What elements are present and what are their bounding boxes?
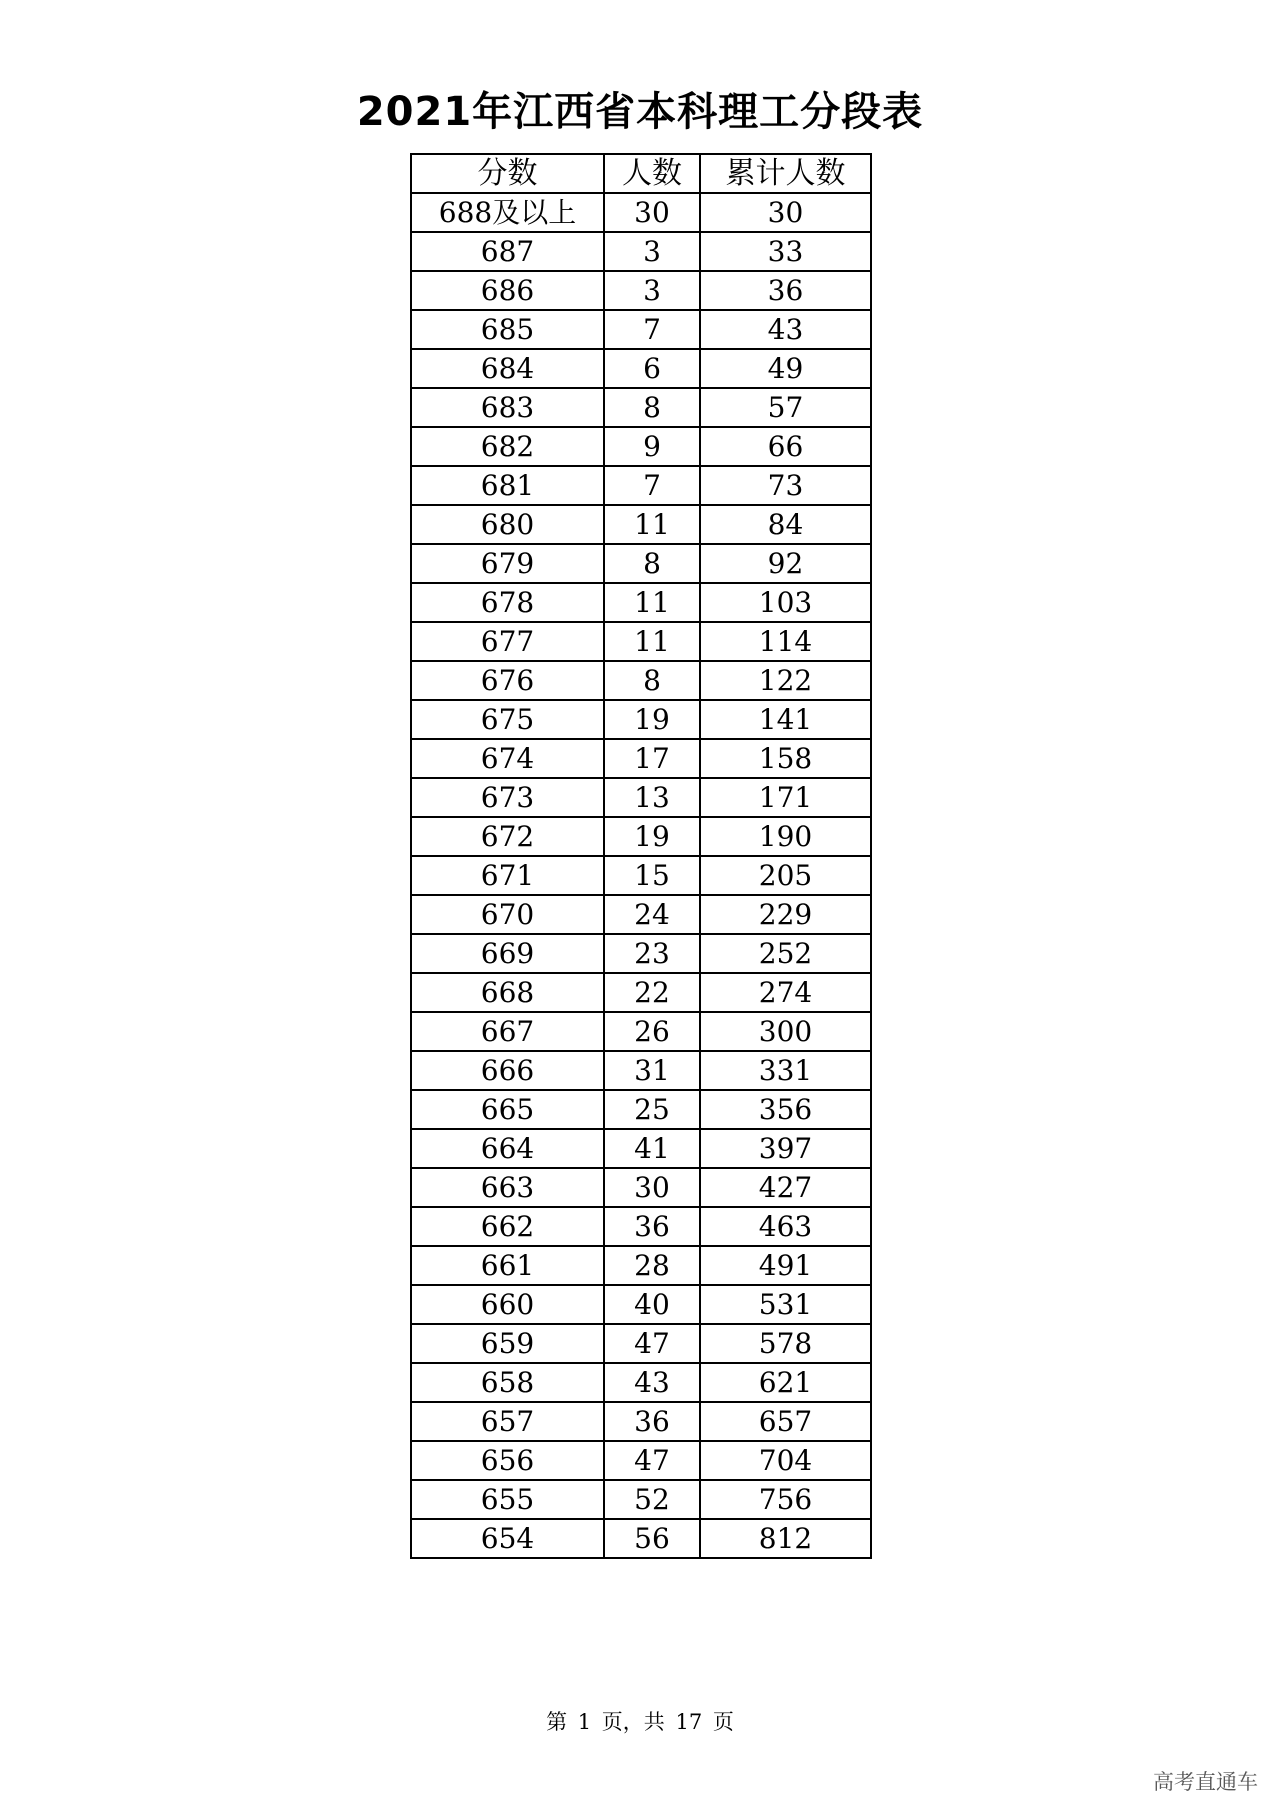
cell-cumulative: 657 (700, 1402, 871, 1441)
cell-cumulative: 49 (700, 349, 871, 388)
cell-count: 7 (604, 310, 700, 349)
cell-count: 9 (604, 427, 700, 466)
cell-score: 672 (411, 817, 604, 856)
table-row (411, 622, 871, 661)
table-row (411, 427, 871, 466)
table-body (411, 193, 871, 1558)
cell-score: 687 (411, 232, 604, 271)
cell-score: 677 (411, 622, 604, 661)
cell-score: 678 (411, 583, 604, 622)
cell-cumulative: 205 (700, 856, 871, 895)
cell-count: 28 (604, 1246, 700, 1285)
cell-count: 13 (604, 778, 700, 817)
cell-count: 3 (604, 271, 700, 310)
cell-count: 8 (604, 661, 700, 700)
cell-cumulative: 300 (700, 1012, 871, 1051)
cell-count: 22 (604, 973, 700, 1012)
table-row (411, 934, 871, 973)
cell-score: 664 (411, 1129, 604, 1168)
cell-score: 679 (411, 544, 604, 583)
table-row (411, 1246, 871, 1285)
table-row (411, 1363, 871, 1402)
cell-count: 25 (604, 1090, 700, 1129)
cell-count: 15 (604, 856, 700, 895)
table-row (411, 700, 871, 739)
cell-score: 670 (411, 895, 604, 934)
cell-cumulative: 621 (700, 1363, 871, 1402)
cell-count: 7 (604, 466, 700, 505)
cell-cumulative: 427 (700, 1168, 871, 1207)
cell-count: 17 (604, 739, 700, 778)
cell-cumulative: 229 (700, 895, 871, 934)
cell-count: 24 (604, 895, 700, 934)
cell-count: 11 (604, 583, 700, 622)
table-header-row (411, 154, 871, 193)
cell-count: 31 (604, 1051, 700, 1090)
cell-cumulative: 171 (700, 778, 871, 817)
cell-count: 8 (604, 388, 700, 427)
cell-score: 681 (411, 466, 604, 505)
cell-count: 19 (604, 700, 700, 739)
cell-count: 52 (604, 1480, 700, 1519)
cell-cumulative: 36 (700, 271, 871, 310)
cell-score: 682 (411, 427, 604, 466)
table-row (411, 505, 871, 544)
cell-count: 41 (604, 1129, 700, 1168)
cell-score: 674 (411, 739, 604, 778)
cell-cumulative: 704 (700, 1441, 871, 1480)
cell-score: 676 (411, 661, 604, 700)
table-row (411, 1480, 871, 1519)
table-row (411, 1519, 871, 1558)
cell-count: 30 (604, 193, 700, 232)
cell-cumulative: 252 (700, 934, 871, 973)
cell-count: 19 (604, 817, 700, 856)
cell-count: 47 (604, 1441, 700, 1480)
cell-cumulative: 158 (700, 739, 871, 778)
page-footer: 第 1 页，共 17 页 (546, 1710, 734, 1734)
cell-cumulative: 141 (700, 700, 871, 739)
cell-score: 656 (411, 1441, 604, 1480)
cell-cumulative: 190 (700, 817, 871, 856)
cell-count: 40 (604, 1285, 700, 1324)
table-row (411, 349, 871, 388)
table-row (411, 1090, 871, 1129)
cell-cumulative: 463 (700, 1207, 871, 1246)
cell-cumulative: 578 (700, 1324, 871, 1363)
table-row (411, 1129, 871, 1168)
cell-cumulative: 84 (700, 505, 871, 544)
cell-score: 658 (411, 1363, 604, 1402)
cell-score: 665 (411, 1090, 604, 1129)
page-title: 2021年江西省本科理工分段表 (356, 89, 924, 135)
table-row (411, 895, 871, 934)
cell-cumulative: 57 (700, 388, 871, 427)
cell-score: 663 (411, 1168, 604, 1207)
cell-cumulative: 33 (700, 232, 871, 271)
cell-count: 56 (604, 1519, 700, 1558)
cell-count: 8 (604, 544, 700, 583)
table-row (411, 388, 871, 427)
cell-score: 685 (411, 310, 604, 349)
cell-count: 11 (604, 622, 700, 661)
table-row (411, 973, 871, 1012)
table-row (411, 232, 871, 271)
cell-count: 47 (604, 1324, 700, 1363)
cell-cumulative: 756 (700, 1480, 871, 1519)
cell-score: 669 (411, 934, 604, 973)
cell-count: 11 (604, 505, 700, 544)
table-row (411, 778, 871, 817)
cell-cumulative: 491 (700, 1246, 871, 1285)
table-row (411, 1051, 871, 1090)
cell-score: 667 (411, 1012, 604, 1051)
cell-score: 680 (411, 505, 604, 544)
cell-cumulative: 531 (700, 1285, 871, 1324)
table-row (411, 544, 871, 583)
cell-cumulative: 331 (700, 1051, 871, 1090)
cell-count: 43 (604, 1363, 700, 1402)
table-row (411, 310, 871, 349)
cell-cumulative: 356 (700, 1090, 871, 1129)
cell-score: 688及以上 (411, 193, 604, 232)
cell-score: 655 (411, 1480, 604, 1519)
cell-score: 660 (411, 1285, 604, 1324)
cell-score: 661 (411, 1246, 604, 1285)
cell-score: 666 (411, 1051, 604, 1090)
cell-cumulative: 274 (700, 973, 871, 1012)
table-row (411, 1324, 871, 1363)
header-count: 人数 (604, 154, 700, 193)
cell-cumulative: 30 (700, 193, 871, 232)
cell-score: 684 (411, 349, 604, 388)
cell-cumulative: 43 (700, 310, 871, 349)
table-row (411, 193, 871, 232)
cell-count: 26 (604, 1012, 700, 1051)
cell-score: 673 (411, 778, 604, 817)
cell-score: 659 (411, 1324, 604, 1363)
score-distribution-table (410, 153, 872, 1559)
table-row (411, 739, 871, 778)
table-row (411, 1168, 871, 1207)
table-row (411, 856, 871, 895)
cell-cumulative: 73 (700, 466, 871, 505)
cell-count: 36 (604, 1402, 700, 1441)
cell-score: 657 (411, 1402, 604, 1441)
table-row (411, 1207, 871, 1246)
table-row (411, 583, 871, 622)
cell-score: 668 (411, 973, 604, 1012)
table-row (411, 1441, 871, 1480)
cell-cumulative: 122 (700, 661, 871, 700)
table-row (411, 1012, 871, 1051)
cell-score: 683 (411, 388, 604, 427)
cell-cumulative: 812 (700, 1519, 871, 1558)
header-cumulative: 累计人数 (700, 154, 871, 193)
watermark: 高考直通车 (1153, 1770, 1258, 1794)
cell-cumulative: 92 (700, 544, 871, 583)
table-row (411, 1285, 871, 1324)
cell-count: 36 (604, 1207, 700, 1246)
cell-count: 3 (604, 232, 700, 271)
cell-cumulative: 66 (700, 427, 871, 466)
cell-score: 662 (411, 1207, 604, 1246)
cell-score: 671 (411, 856, 604, 895)
cell-count: 6 (604, 349, 700, 388)
table-row (411, 817, 871, 856)
cell-count: 30 (604, 1168, 700, 1207)
cell-score: 654 (411, 1519, 604, 1558)
cell-score: 686 (411, 271, 604, 310)
table-row (411, 1402, 871, 1441)
table-row (411, 661, 871, 700)
cell-cumulative: 397 (700, 1129, 871, 1168)
table-row (411, 466, 871, 505)
header-score: 分数 (411, 154, 604, 193)
cell-score: 675 (411, 700, 604, 739)
cell-count: 23 (604, 934, 700, 973)
table-row (411, 271, 871, 310)
cell-cumulative: 103 (700, 583, 871, 622)
cell-cumulative: 114 (700, 622, 871, 661)
